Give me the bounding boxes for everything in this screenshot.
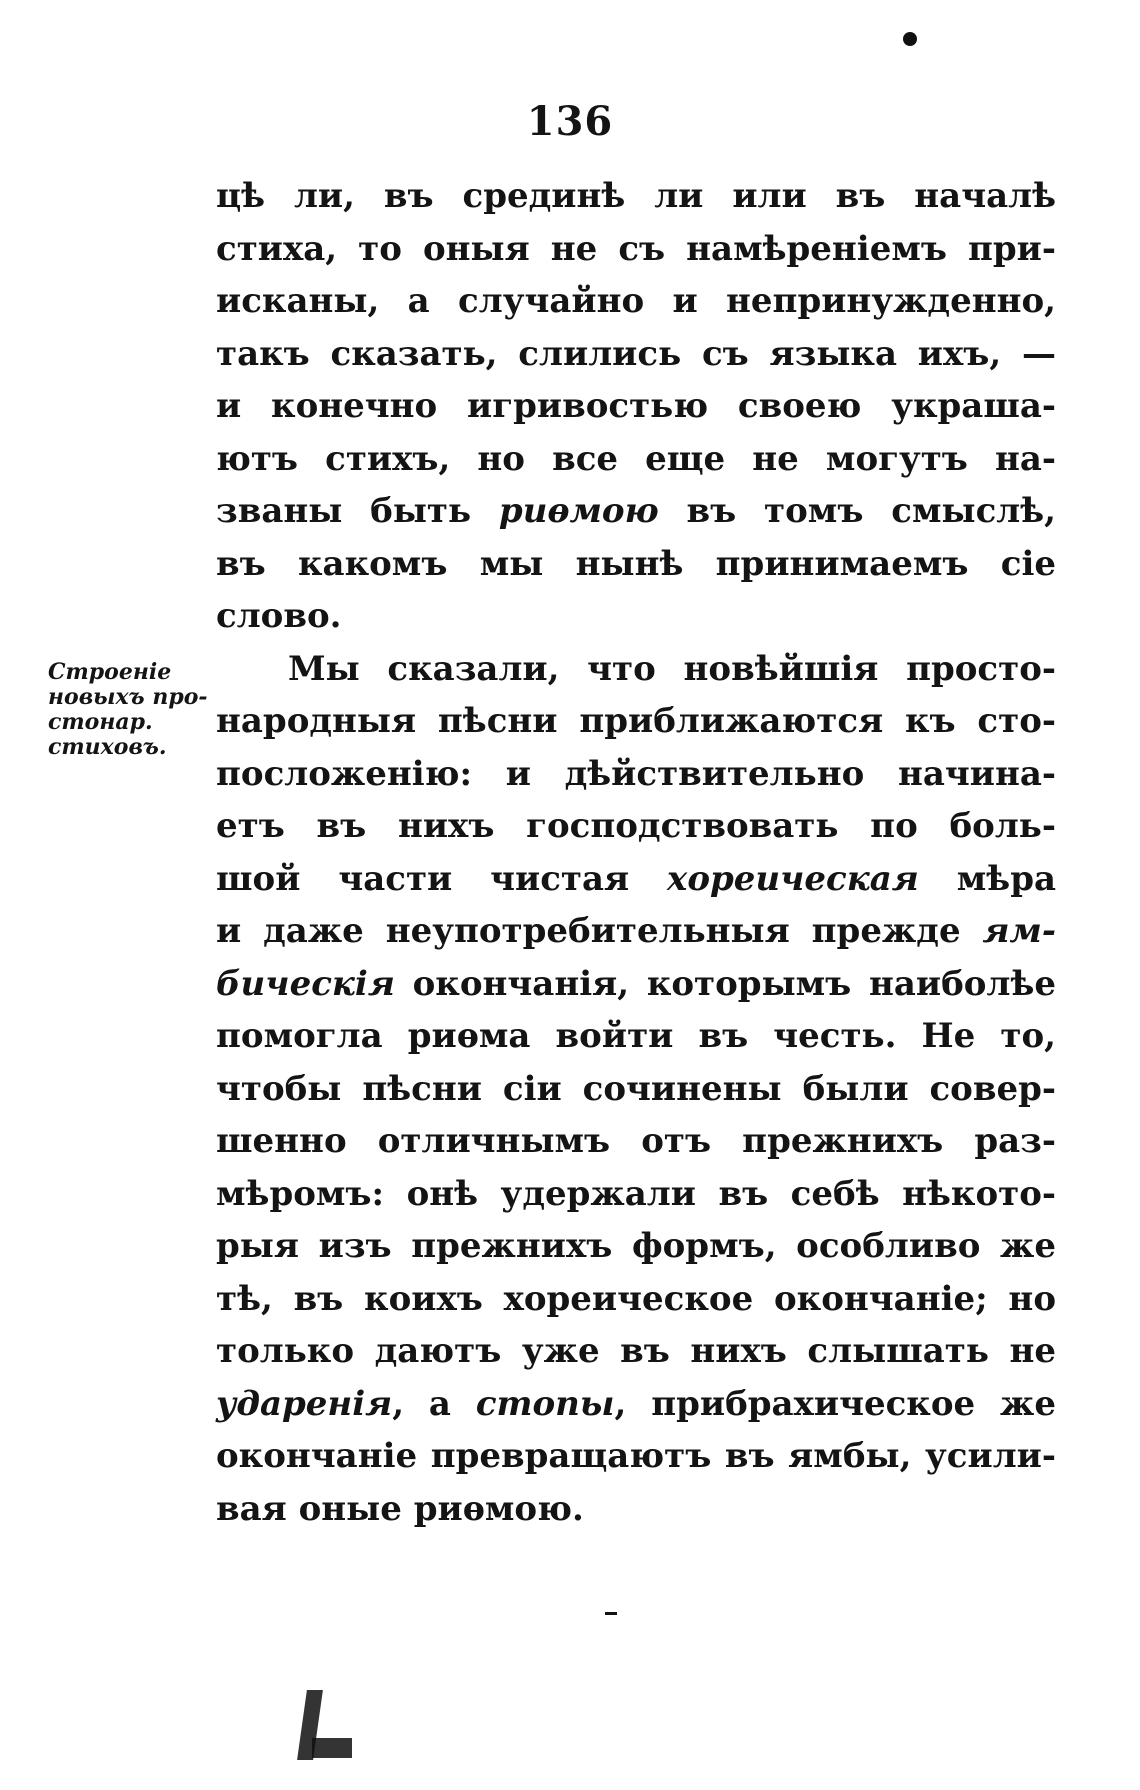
margin-note-line: стонар. (48, 709, 153, 735)
text-run: и даже неупотребительныя прежде (216, 911, 983, 951)
page-number: 136 (526, 98, 614, 145)
text-line (216, 538, 1056, 591)
text-line (216, 1273, 1056, 1326)
text-run: етъ въ нихъ господствовать по боль- (216, 806, 1056, 846)
margin-note (48, 660, 218, 760)
text-run: такъ сказать, слились съ языка ихъ, — (216, 333, 1056, 374)
text-line (216, 590, 1056, 643)
italic-phrase: ударенія (216, 1383, 393, 1424)
body-text (216, 170, 1056, 1535)
text-line (216, 485, 1056, 538)
text-run: слово. (216, 596, 342, 636)
text-run: званы быть (216, 491, 499, 531)
text-run: въ какомъ мы нынѣ принимаемъ сіе (216, 543, 1056, 584)
text-line (216, 1430, 1056, 1483)
text-run: окончаніе превращаютъ въ ямбы, усили- (216, 1436, 1056, 1476)
text-line (216, 695, 1056, 748)
text-run: рыя изъ прежнихъ формъ, особливо же (216, 1226, 1056, 1266)
text-run: мѣра (918, 858, 1056, 899)
text-run: помогла риѳма войти въ честь. Не то, (216, 1016, 1056, 1056)
text-run: посложенію: и дѣйствительно начина- (216, 753, 1056, 794)
text-line (216, 1168, 1056, 1221)
text-line (216, 1483, 1056, 1536)
text-line (216, 1325, 1056, 1378)
text-run: народныя пѣсни приближаются къ сто- (216, 701, 1056, 741)
text-line (216, 170, 1056, 223)
italic-phrase: хореическая (667, 858, 919, 899)
text-line (216, 853, 1056, 906)
text-run: стиха, то оныя не съ намѣреніемъ при- (216, 228, 1056, 269)
margin-note-line: новыхъ про- (48, 684, 208, 710)
text-line (216, 223, 1056, 276)
text-run: , прибрахическое же (614, 1383, 1057, 1424)
text-line (216, 748, 1056, 801)
text-line (216, 1063, 1056, 1116)
text-line (216, 380, 1056, 433)
text-line (216, 1220, 1056, 1273)
text-line (216, 433, 1056, 486)
text-run: ютъ стихъ, но все еще не могутъ на- (216, 438, 1056, 479)
margin-note-line: Строеніе (48, 659, 172, 685)
ink-speck (605, 1612, 617, 1615)
text-line (216, 1378, 1056, 1431)
text-line (216, 275, 1056, 328)
text-run: шой части чистая (216, 858, 668, 899)
text-run: чтобы пѣсни сіи сочинены были совер- (216, 1068, 1056, 1109)
text-run: и конечно игривостью своею украша- (216, 386, 1056, 426)
ink-speck (903, 32, 917, 46)
text-run: , а (392, 1383, 476, 1424)
text-run: тѣ, въ коихъ хореическое окончаніе; но (216, 1278, 1056, 1319)
text-run: цѣ ли, въ срединѣ ли или въ началѣ (216, 176, 1056, 216)
text-run: шенно отличнымъ отъ прежнихъ раз- (216, 1121, 1056, 1161)
ink-smudge (312, 1738, 352, 1758)
margin-note-line: стиховъ. (48, 734, 167, 760)
text-run: въ томъ смыслѣ, (658, 491, 1056, 531)
text-run: Мы сказали, что новѣйшія просто- (288, 648, 1056, 689)
text-line (216, 1010, 1056, 1063)
italic-phrase: бическія (216, 963, 395, 1004)
text-line (216, 328, 1056, 381)
text-line (216, 905, 1056, 958)
text-run: исканы, а случайно и непринужденно, (216, 281, 1056, 321)
text-run: только даютъ уже въ нихъ слышать не (216, 1331, 1056, 1371)
italic-phrase: ям- (982, 911, 1056, 951)
italic-phrase: стопы (475, 1383, 615, 1424)
text-line (216, 1115, 1056, 1168)
text-run: окончанія, которымъ наиболѣе (394, 963, 1056, 1004)
text-run: мѣромъ: онѣ удержали въ себѣ нѣкото- (216, 1173, 1056, 1214)
text-line (216, 958, 1056, 1011)
text-line (216, 643, 1056, 696)
text-line (216, 800, 1056, 853)
italic-phrase: риѳмою (498, 491, 659, 531)
text-run: вая оные риѳмою. (216, 1488, 584, 1529)
